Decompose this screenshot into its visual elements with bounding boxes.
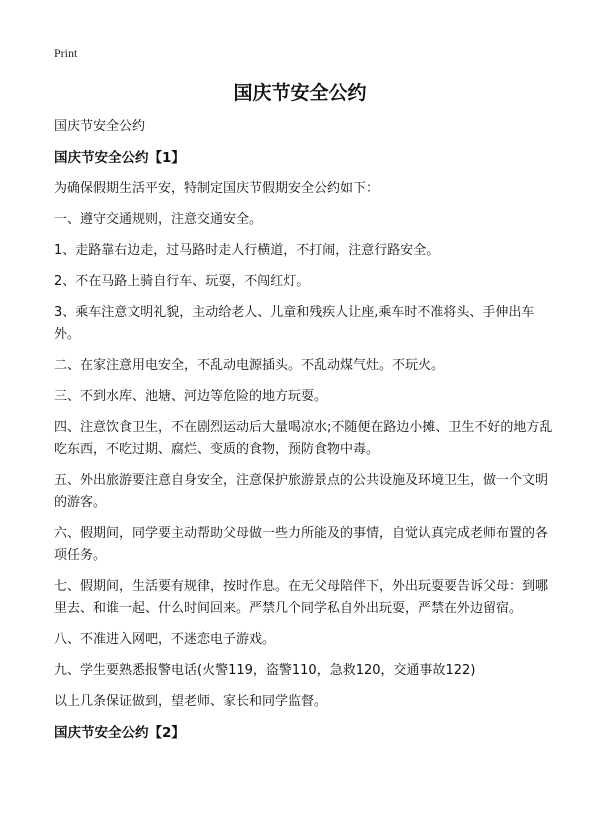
paragraph: 为确保假期生活平安，特制定国庆节假期安全公约如下： — [54, 181, 380, 196]
paragraph: 三、不到水库、池塘、河边等危险的地方玩耍。 — [54, 389, 328, 404]
paragraph: 2、不在马路上骑自行车、玩耍，不闯红灯。 — [54, 274, 310, 289]
paragraph: 六、假期间，同学要主动帮助父母做一些力所能及的事情，自觉认真完成老师布置的各项任务。 — [54, 526, 549, 563]
paragraph: 一、遵守交通规则，注意交通安全。 — [54, 212, 263, 227]
document-body — [54, 116, 555, 753]
paragraph: 以上几条保证做到，望老师、家长和同学监督。 — [54, 694, 328, 709]
paragraph: 四、注意饮食卫生，不在剧烈运动后大量喝凉水;不随便在路边小摊、卫生不好的地方乱吃东西，不吃过期、腐烂、变质的食物，预防食物中毒。 — [54, 420, 553, 457]
paragraph: 五、外出旅游要注意自身安全，注意保护旅游景点的公共设施及环境卫生，做一个文明的游客。 — [54, 473, 549, 510]
paragraph: 八、不准进入网吧，不迷恋电子游戏。 — [54, 632, 276, 647]
paragraph: 3、乘车注意文明礼貌，主动给老人、儿童和残疾人让座,乘车时不准将头、手伸出车外。 — [54, 305, 535, 342]
paragraph: 二、在家注意用电安全，不乱动电源插头。不乱动煤气灶。不玩火。 — [54, 358, 445, 373]
print-label: Print — [54, 46, 78, 60]
paragraph: 七、假期间，生活要有规律，按时作息。在无父母陪伴下，外出玩耍要告诉父母：到哪里去、和谁一起、什么时间回来。严禁几个同学私自外出玩耍，严禁在外边留宿。 — [54, 579, 549, 616]
page-title: 国庆节安全公约 — [233, 82, 367, 104]
paragraph: 1、走路靠右边走，过马路时走人行横道，不打闹，注意行路安全。 — [54, 243, 440, 258]
intro-line: 国庆节安全公约 — [54, 119, 146, 134]
paragraph: 九、学生要熟悉报警电话(火警119，盗警110，急救120，交通事故122) — [54, 663, 476, 678]
section-heading-2: 国庆节安全公约【2】 — [54, 725, 185, 741]
section-heading-1: 国庆节安全公约【1】 — [54, 150, 185, 166]
